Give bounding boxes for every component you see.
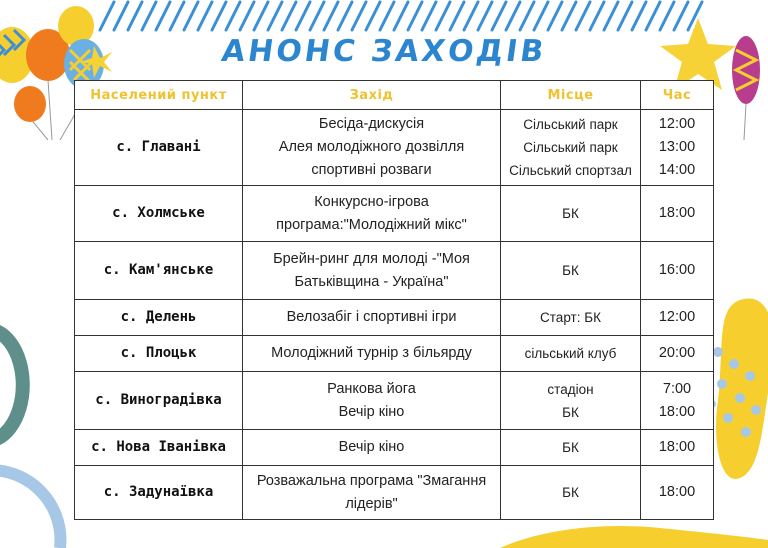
header-event: Захід <box>243 81 501 110</box>
cell-time <box>641 300 714 336</box>
cell-time-line: 12:00 <box>658 309 696 325</box>
cell-location-line: БК <box>562 485 579 500</box>
cell-time <box>641 430 714 466</box>
cell-location <box>501 430 641 466</box>
cell-event-line: програма:"Молодіжний мікс" <box>276 216 467 233</box>
table-row <box>75 466 714 520</box>
cell-time-line: 18:00 <box>658 484 696 500</box>
cell-event-line: Велозабіг і спортивні ігри <box>286 309 457 325</box>
cell-event <box>243 300 501 336</box>
cell-event-line: Алея молодіжного дозвілля <box>278 139 465 155</box>
cell-event-line: Конкурсно-ігрова <box>314 193 429 210</box>
table-header-row <box>75 81 714 110</box>
cell-event-line: Молодіжний турнір з більярду <box>271 345 472 361</box>
cell-location-line: БК <box>562 440 579 455</box>
cell-location <box>501 242 641 300</box>
cell-time-line: 18:00 <box>658 205 696 221</box>
cell-time <box>641 110 714 186</box>
yellow-blob-decoration <box>708 298 768 478</box>
cell-event-line: Бесіда-дискусія <box>318 116 425 132</box>
cell-location-line: Сільський парк <box>523 140 618 155</box>
table-row <box>75 430 714 466</box>
arc-decoration <box>0 329 60 548</box>
cell-location-line: стадіон <box>547 381 594 397</box>
cell-time-line: 16:00 <box>658 262 696 278</box>
header-time: Час <box>641 81 714 110</box>
cell-location <box>501 300 641 336</box>
cell-event <box>243 372 501 430</box>
cell-event <box>243 466 501 520</box>
cell-time <box>641 336 714 372</box>
cell-event-line: Вечір кіно <box>338 403 405 420</box>
table-row <box>75 372 714 430</box>
cell-location <box>501 336 641 372</box>
cell-location <box>501 466 641 520</box>
cell-place: с. Нова Іванівка <box>75 430 243 466</box>
cell-event-line: Брейн-ринг для молоді -"Моя <box>273 250 470 267</box>
cell-place: с. Виноградівка <box>75 372 243 430</box>
cell-event <box>243 430 501 466</box>
cell-location-line: Сільський парк <box>523 117 618 132</box>
cell-time <box>641 186 714 242</box>
cell-time <box>641 466 714 520</box>
events-table <box>74 80 714 520</box>
cell-time <box>641 372 714 430</box>
header-place: Населений пункт <box>75 81 243 110</box>
cell-event-line: лідерів" <box>345 495 398 512</box>
cell-time-line: 20:00 <box>658 345 696 361</box>
header-location: Місце <box>501 81 641 110</box>
cell-location-line: Сільський спортзал <box>509 163 632 178</box>
table-row <box>75 186 714 242</box>
cell-location-line: БК <box>562 404 579 420</box>
cell-place: с. Кам'янське <box>75 242 243 300</box>
cell-event-line: Розважальна програма "Змагання <box>256 472 487 489</box>
cell-place: с. Плоцьк <box>75 336 243 372</box>
cell-time-line: 7:00 <box>662 380 692 397</box>
cell-event-line: Ранкова йога <box>327 380 416 397</box>
cell-place: с. Делень <box>75 300 243 336</box>
page-title: АНОНС ЗАХОДІВ <box>219 34 549 69</box>
table-row <box>75 110 714 186</box>
table-row <box>75 300 714 336</box>
cell-time-line: 13:00 <box>658 139 696 155</box>
cell-place: с. Задунаївка <box>75 466 243 520</box>
cell-location <box>501 186 641 242</box>
cell-event-line: Батьківщина - Україна" <box>294 273 449 290</box>
cell-event <box>243 186 501 242</box>
cell-time-line: 14:00 <box>658 162 696 178</box>
cell-location <box>501 110 641 186</box>
bottom-wave-decoration <box>500 526 768 548</box>
cell-time-line: 18:00 <box>658 439 696 455</box>
cell-event <box>243 110 501 186</box>
cell-time <box>641 242 714 300</box>
cell-location-line: сільський клуб <box>524 346 617 361</box>
cell-location-line: Старт: БК <box>540 310 601 325</box>
cell-location-line: БК <box>562 263 579 278</box>
cell-time-line: 12:00 <box>658 116 696 132</box>
cell-event <box>243 336 501 372</box>
cell-time-line: 18:00 <box>658 403 696 420</box>
cell-event-line: спортивні розваги <box>311 162 432 178</box>
cell-place: с. Главані <box>75 110 243 186</box>
table-row <box>75 336 714 372</box>
cell-event-line: Вечір кіно <box>338 439 405 455</box>
cell-event <box>243 242 501 300</box>
cell-location <box>501 372 641 430</box>
table-row <box>75 242 714 300</box>
cell-location-line: БК <box>562 206 579 221</box>
cell-place: с. Холмське <box>75 186 243 242</box>
